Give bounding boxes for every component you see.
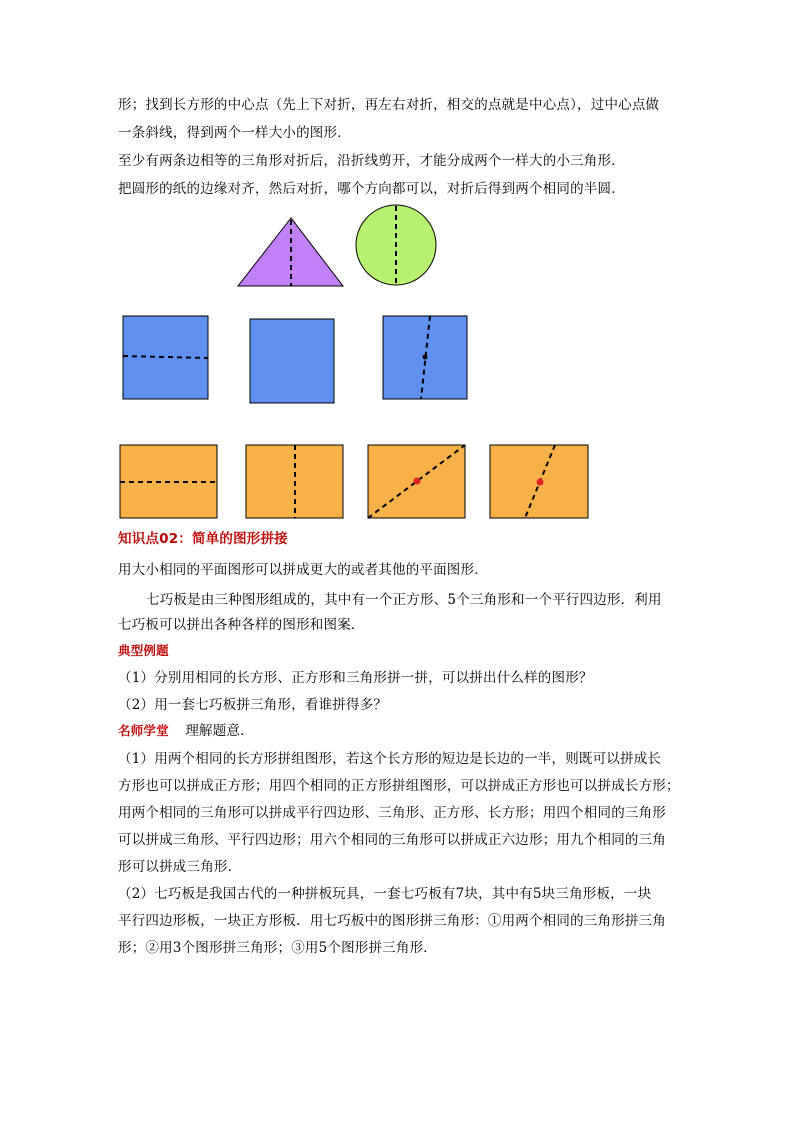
answer-2-line: （2）七巧板是我国古代的一种拼板玩具，一套七巧板有7块，其中有5块三角形板，一块: [118, 886, 652, 902]
question-2: （2）用一套七巧板拼三角形，看谁拼得多？: [118, 697, 388, 713]
teacher-note: 理解题意．: [185, 723, 254, 739]
teacher-note-line: [118, 721, 254, 741]
paragraph-diagonal: 一条斜线，得到两个一样大小的图形．: [118, 125, 351, 141]
answer-1-line: 方形也可以拼成正方形；用四个相同的正方形拼组图形，可以拼成正方形也可以拼成长方形；: [118, 778, 680, 794]
square-shape: [250, 319, 334, 403]
answer-2-line: 平行四边形板，一块正方形板．用七巧板中的图形拼三角形：①用两个相同的三角形拼三角: [118, 913, 666, 929]
paragraph-circle-fold: 把圆形的纸的边缘对齐，然后对折，哪个方向都可以，对折后得到两个相同的半圆．: [118, 181, 625, 197]
center-point: [423, 355, 428, 360]
section-heading: 知识点02：简单的图形拼接: [118, 531, 288, 547]
question-1: （1）分别用相同的长方形、正方形和三角形拼一拼，可以拼出什么样的图形？: [118, 670, 593, 686]
teacher-label: 名师学堂: [118, 723, 169, 738]
answer-1-line: 用两个相同的三角形可以拼成平行四边形、三角形、正方形、长方形；用四个相同的三角形: [118, 805, 666, 821]
paragraph-tangram-cont: 七巧板可以拼出各种各样的图形和图案．: [118, 617, 365, 633]
center-point: [537, 479, 544, 486]
center-point: [414, 478, 421, 485]
answer-1-line: （1）用两个相同的长方形拼组图形，若这个长方形的短边是长边的一半，则既可以拼成长: [118, 751, 662, 767]
answer-1-line: 可以拼成三角形、平行四边形；用六个相同的三角形可以拼成正六边形；用九个相同的三角: [118, 832, 666, 848]
answer-2-line: 形；②用3个图形拼三角形；③用5个图形拼三角形．: [118, 940, 437, 956]
paragraph-triangle-fold: 至少有两条边相等的三角形对折后，沿折线剪开，才能分成两个一样大的小三角形．: [118, 153, 625, 169]
paragraph-rectangle-center: 形；找到长方形的中心点（先上下对折，再左右对折，相交的点就是中心点），过中心点做: [118, 97, 660, 113]
example-heading: 典型例题: [118, 643, 169, 658]
answer-1-line: 形可以拼成三角形．: [118, 859, 242, 875]
paragraph-tangram: 七巧板是由三种图形组成的，其中有一个正方形、5个三角形和一个平行四边形．利用: [146, 592, 662, 608]
paragraph-intro: 用大小相同的平面图形可以拼成更大的或者其他的平面图形．: [118, 562, 488, 578]
